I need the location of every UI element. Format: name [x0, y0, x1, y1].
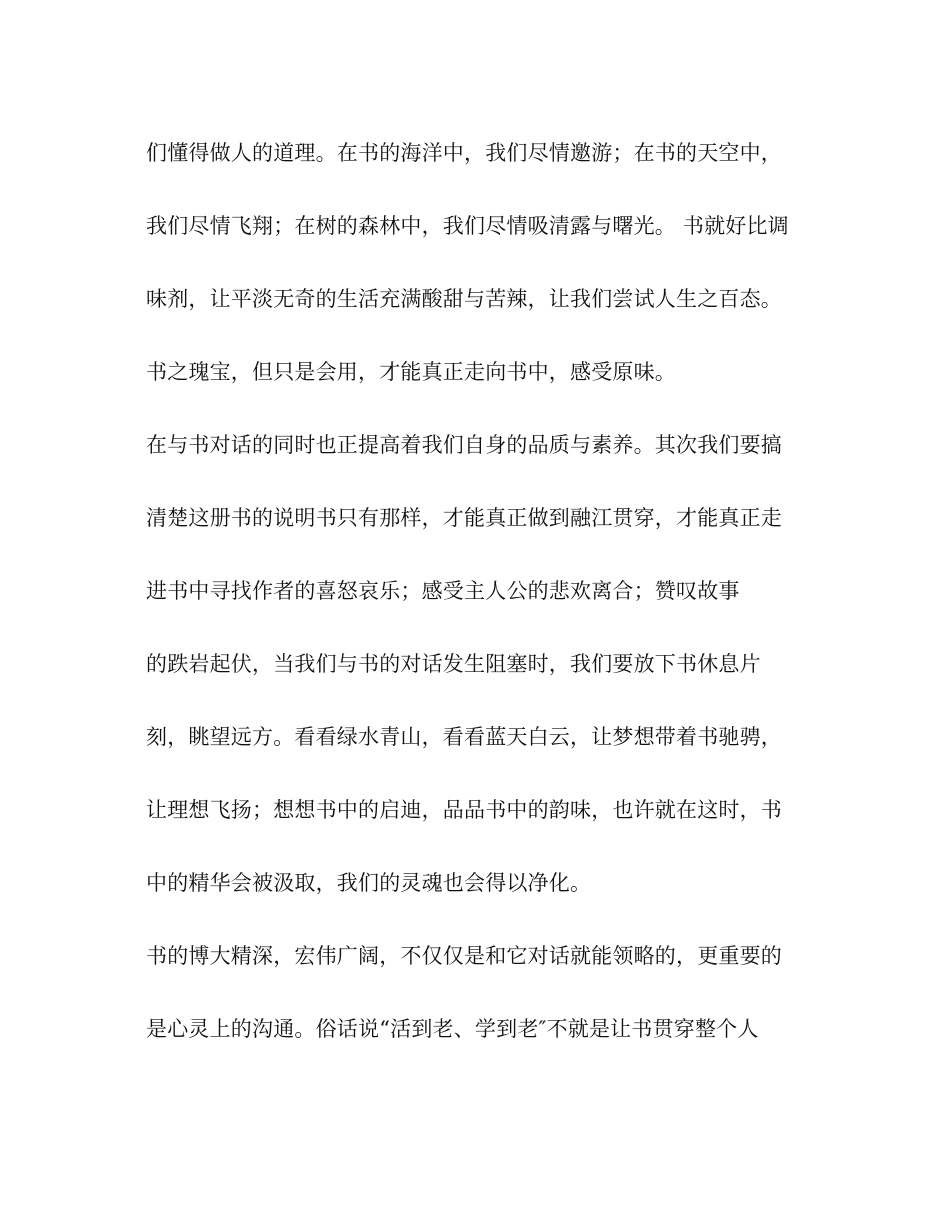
text-line: 清楚这册书的说明书只有那样，才能真正做到融江贯穿，才能真正走: [146, 506, 782, 530]
text-line: 让理想飞扬；想想书中的启迪，品品书中的韵味，也许就在这时，书: [146, 798, 782, 822]
text-line: 我们尽情飞翔；在树的森林中，我们尽情吸清露与曙光。 书就好比调: [146, 214, 789, 238]
text-line: 味剂，让平淡无奇的生活充满酸甜与苦辣，让我们尝试人生之百态。: [146, 287, 782, 311]
text-line: 们懂得做人的道理。在书的海洋中，我们尽情邀游；在书的天空中，: [146, 141, 782, 165]
text-line: 的跌岩起伏，当我们与书的对话发生阻塞时，我们要放下书休息片: [146, 652, 761, 676]
text-line: 是心灵上的沟通。俗话说“活到老、学到老″不就是让书贯穿整个人: [146, 1017, 759, 1041]
text-line: 刻，眺望远方。看看绿水青山，看看蓝天白云，让梦想带着书驰骋，: [146, 725, 782, 749]
text-line: 书的博大精深，宏伟广阔，不仅仅是和它对话就能领略的，更重要的: [146, 944, 782, 968]
text-line: 在与书对话的同时也正提高着我们自身的品质与素养。其次我们要搞: [146, 433, 782, 457]
text-line: 中的精华会被汲取，我们的灵魂也会得以净化。: [146, 871, 592, 895]
text-line: 书之瑰宝，但只是会用，才能真正走向书中，感受原味。: [146, 360, 676, 384]
text-line: 进书中寻找作者的喜怒哀乐；感受主人公的悲欢离合；赞叹故事: [146, 579, 740, 603]
